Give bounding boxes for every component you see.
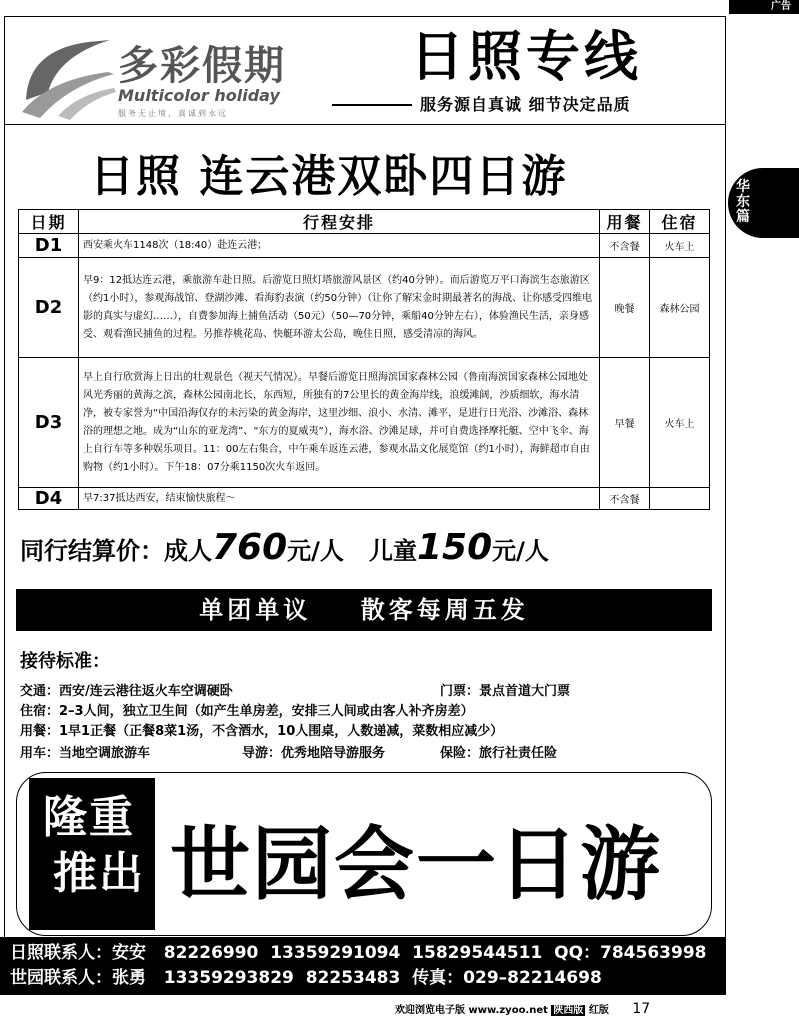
promo-badge-line: 隆重 <box>43 792 135 843</box>
footer-text: 欢迎浏览电子版 www.zyoo.net <box>395 1005 548 1016</box>
promo-badge-line: 推出 <box>53 848 145 899</box>
contact-line-rizhao: 日照联系人：安安 82226990 13359291094 15829544511 QQ：784563998 <box>10 943 707 963</box>
table-header-row <box>19 210 710 234</box>
meal-cell: 早餐 <box>600 358 650 488</box>
col-header-stay: 住宿 <box>650 210 710 234</box>
child-unit: 元/人 <box>492 537 549 565</box>
table-row <box>19 488 710 510</box>
adult-unit: 元/人 <box>287 537 344 565</box>
region-tab <box>728 168 799 238</box>
price-label: 同行结算价： <box>20 537 164 565</box>
standard-ticket: 门票：景点首道大门票 <box>440 684 571 699</box>
standard-vehicle: 用车：当地空调旅游车 <box>20 746 151 761</box>
standard-insurance: 保险：旅行社责任险 <box>440 746 558 761</box>
desc-cell: 早7:37抵达西安，结束愉快旅程～ <box>79 488 600 510</box>
departure-band: 单团单议 散客每周五发 <box>16 589 712 631</box>
promo-title: 世园会一日游 <box>170 818 662 911</box>
col-header-meal: 用餐 <box>600 210 650 234</box>
region-tab-char: 篇 <box>736 209 750 225</box>
standard-traffic: 交通：西安/连云港往返火车空调硬卧 <box>20 684 233 699</box>
desc-cell: 早上自行欣赏海上日出的壮观景色（视天气情况）。早餐后游览日照海滨国家森林公园（鲁南海滨国家森林公园地处风光秀丽的黄海之滨，森林公园南北长，东西短，所独有的7公里长的黄金海岸线，浪缓滩阔，沙质细软，海水清净，被专家誉为“中国沿海仅存的未污染的黄金海岸，这里沙细、浪小、水清、滩平，是进行日光浴、沙滩浴、森林浴的理想之地。成为“山东的亚龙湾”、“东方的夏威夷”），海水浴、沙滩足球，并可自费选择摩托艇、空中飞伞、海上自行车等多种娱乐项目。11：00左右集合，中午乘车返连云港，参观水晶文化展览馆（约1小时），海鲜超市自由购物（约1小时）。下午18：07分乘1150次火车返回。 <box>79 358 600 488</box>
slogan-divider <box>332 104 412 106</box>
meal-cell: 不含餐 <box>600 234 650 258</box>
promo-badge <box>29 778 155 930</box>
adult-label: 成人 <box>164 537 212 565</box>
line-title: 日照专线 <box>410 25 642 88</box>
region-tab-char: 华 <box>736 179 750 195</box>
contact-bar <box>0 937 726 995</box>
brand-tagline: 服务无止境，真诚到永远 <box>118 109 228 118</box>
col-header-date: 日期 <box>19 210 79 234</box>
adult-price: 760 <box>212 527 288 568</box>
desc-cell: 西安乘火车1148次（18:40）赴连云港； <box>79 234 600 258</box>
child-label: 儿童 <box>369 537 417 565</box>
desc-cell: 早9：12抵达连云港，乘旅游车赴日照。后游览日照灯塔旅游风景区（约40分钟）。而后游览万平口海滨生态旅游区（约1小时），参观海战馆、登湖沙滩、看海豹表演（约50分钟）（让你了解宋金时期最著名的海战、让你感受四维电影的真实与虚幻……），自费参加海上捕鱼活动（50元）（50—70分钟，乘船40分钟左右），体验渔民生活，亲身感受、观看渔民捕鱼的过程。另推荐桃花岛、快艇环游太公岛，晚住日照，感受清凉的海风。 <box>79 258 600 358</box>
brand-logo <box>18 30 288 120</box>
table-row <box>19 258 710 358</box>
day-cell: D3 <box>19 358 79 488</box>
day-cell: D2 <box>19 258 79 358</box>
standards-title: 接待标准： <box>20 651 110 672</box>
table-row <box>19 358 710 488</box>
standard-meals: 用餐：1早1正餐（正餐8菜1汤，不含酒水，10人围桌，人数递减，菜数相应减少） <box>20 724 504 739</box>
stay-cell: 火车上 <box>650 358 710 488</box>
price-line <box>20 527 549 568</box>
standard-guide: 导游：优秀地陪导游服务 <box>242 746 386 761</box>
day-cell: D1 <box>19 234 79 258</box>
brand-name-en: Multicolor holiday <box>118 86 280 105</box>
child-price: 150 <box>417 527 493 568</box>
region-tab-char: 东 <box>736 194 750 210</box>
itinerary-table <box>18 209 710 510</box>
stay-cell <box>650 488 710 510</box>
col-header-schedule: 行程安排 <box>79 210 600 234</box>
meal-cell: 不含餐 <box>600 488 650 510</box>
page-footer <box>395 1001 650 1017</box>
slogan: 服务源自真诚 细节决定品质 <box>420 95 631 114</box>
edition-badge: 陕西版 <box>553 1005 584 1016</box>
meal-cell: 晚餐 <box>600 258 650 358</box>
brand-name-cn: 多彩假期 <box>118 43 286 89</box>
edition-label: 红版 <box>588 1005 609 1016</box>
swoosh-logo-icon <box>18 30 118 120</box>
header-divider <box>4 124 726 125</box>
contact-line-expo: 世园联系人：张勇 13359293829 82253483 传真：029–82214698 <box>10 968 602 988</box>
page-number: 17 <box>632 1001 651 1017</box>
day-cell: D4 <box>19 488 79 510</box>
table-row <box>19 234 710 258</box>
stay-cell: 森林公园 <box>650 258 710 358</box>
standard-lodging: 住宿：2–3人间，独立卫生间（如产生单房差，安排三人间或由客人补齐房差） <box>20 704 474 719</box>
page-title: 日照 连云港双卧四日游 <box>90 151 568 202</box>
stay-cell: 火车上 <box>650 234 710 258</box>
ad-tag: 广告 <box>729 0 799 14</box>
